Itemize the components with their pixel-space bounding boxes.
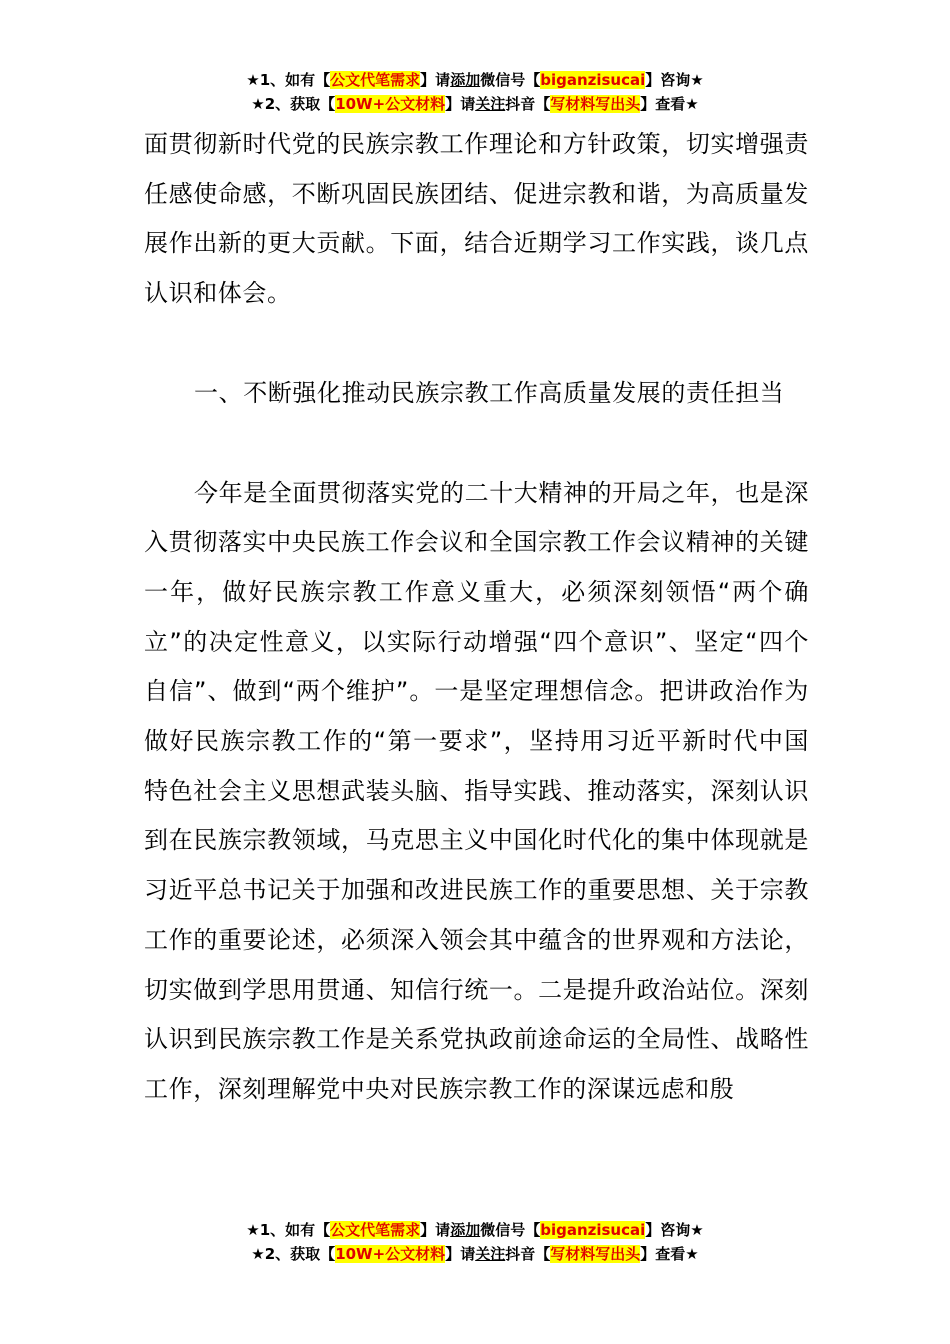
promo-line-1-text: 】请 <box>420 71 451 89</box>
promo-line-1-text: 】请 <box>420 1221 451 1239</box>
promo-line-2-highlight-douyin: 写材料写出头 <box>550 95 641 113</box>
body-paragraph-1: 今年是全面贯彻落实党的二十大精神的开局之年，也是深入贯彻落实中央民族工作会议和全国宗教工作会议精神的关键一年，做好民族宗教工作意义重大，必须深刻领悟“两个确立”的决定性意义，以实际行动增强“四个意识”、坚定“四个自信”、做到“两个维护”。一是坚定理想信念。把讲政治作为做好民族宗教工作的“第一要求”，坚持用习近平新时代中国特色社会主义思想武装头脑、指导实践、推动落实，深刻认识到在民族宗教领域，马克思主义中国化时代化的集中体现就是习近平总书记关于加强和改进民族工作的重要思想、关于宗教工作的重要论述，必须深入领会其中蕴含的世界观和方法论，切实做到学思用贯通、知信行统一。二是提升政治站位。深刻认识到民族宗教工作是关系党执政前途命运的全局性、战略性工作，深刻理解党中央对民族宗教工作的深谋远虑和殷 <box>144 478 809 1103</box>
promo-line-1-prefix: ★1、如有【 <box>246 71 331 89</box>
promo-line-1-text-2: 微信号【 <box>480 1221 541 1239</box>
promo-line-2-text: 】请 <box>445 1245 476 1263</box>
promo-line-2-highlight-materials: 10W+公文材料 <box>335 1245 446 1263</box>
section-heading-1: 一、不断强化推动民族宗教工作高质量发展的责任担当 <box>194 378 785 407</box>
header-promo-banner <box>0 68 950 116</box>
promo-line-1-suffix: 】咨询★ <box>645 71 704 89</box>
promo-line-2-suffix: 】查看★ <box>640 1245 699 1263</box>
promo-line-1-emphasis: 添加 <box>450 1221 481 1239</box>
promo-line-1-prefix: ★1、如有【 <box>246 1221 331 1239</box>
promo-line-2-prefix: ★2、获取【 <box>251 1245 336 1263</box>
promo-line-2 <box>0 1242 950 1266</box>
intro-paragraph: 面贯彻新时代党的民族宗教工作理论和方针政策，切实增强责任感使命感，不断巩固民族团结、促进宗教和谐，为高质量发展作出新的更大贡献。下面，结合近期学习工作实践，谈几点认识和体会。 <box>144 130 809 308</box>
promo-line-1-highlight-wechat: biganzisucai <box>540 1221 646 1239</box>
paragraph-gap <box>144 419 809 469</box>
promo-line-1-text-2: 微信号【 <box>480 71 541 89</box>
promo-line-1-highlight-wechat: biganzisucai <box>540 71 646 89</box>
promo-line-1-suffix: 】咨询★ <box>645 1221 704 1239</box>
promo-line-1-highlight-service: 公文代笔需求 <box>330 71 421 89</box>
promo-line-2-highlight-materials: 10W+公文材料 <box>335 95 446 113</box>
paragraph-gap <box>144 319 809 369</box>
promo-line-2-text-2: 抖音【 <box>505 95 551 113</box>
document-body <box>144 120 809 1115</box>
promo-line-1-highlight-service: 公文代笔需求 <box>330 1221 421 1239</box>
promo-line-2 <box>0 92 950 116</box>
promo-line-2-suffix: 】查看★ <box>640 95 699 113</box>
promo-line-1-emphasis: 添加 <box>450 71 481 89</box>
footer-promo-banner <box>0 1218 950 1266</box>
promo-line-1 <box>0 1218 950 1242</box>
promo-line-2-emphasis: 关注 <box>475 1245 506 1263</box>
promo-line-2-emphasis: 关注 <box>475 95 506 113</box>
promo-line-2-highlight-douyin: 写材料写出头 <box>550 1245 641 1263</box>
promo-line-1 <box>0 68 950 92</box>
promo-line-2-text: 】请 <box>445 95 476 113</box>
promo-line-2-text-2: 抖音【 <box>505 1245 551 1263</box>
promo-line-2-prefix: ★2、获取【 <box>251 95 336 113</box>
